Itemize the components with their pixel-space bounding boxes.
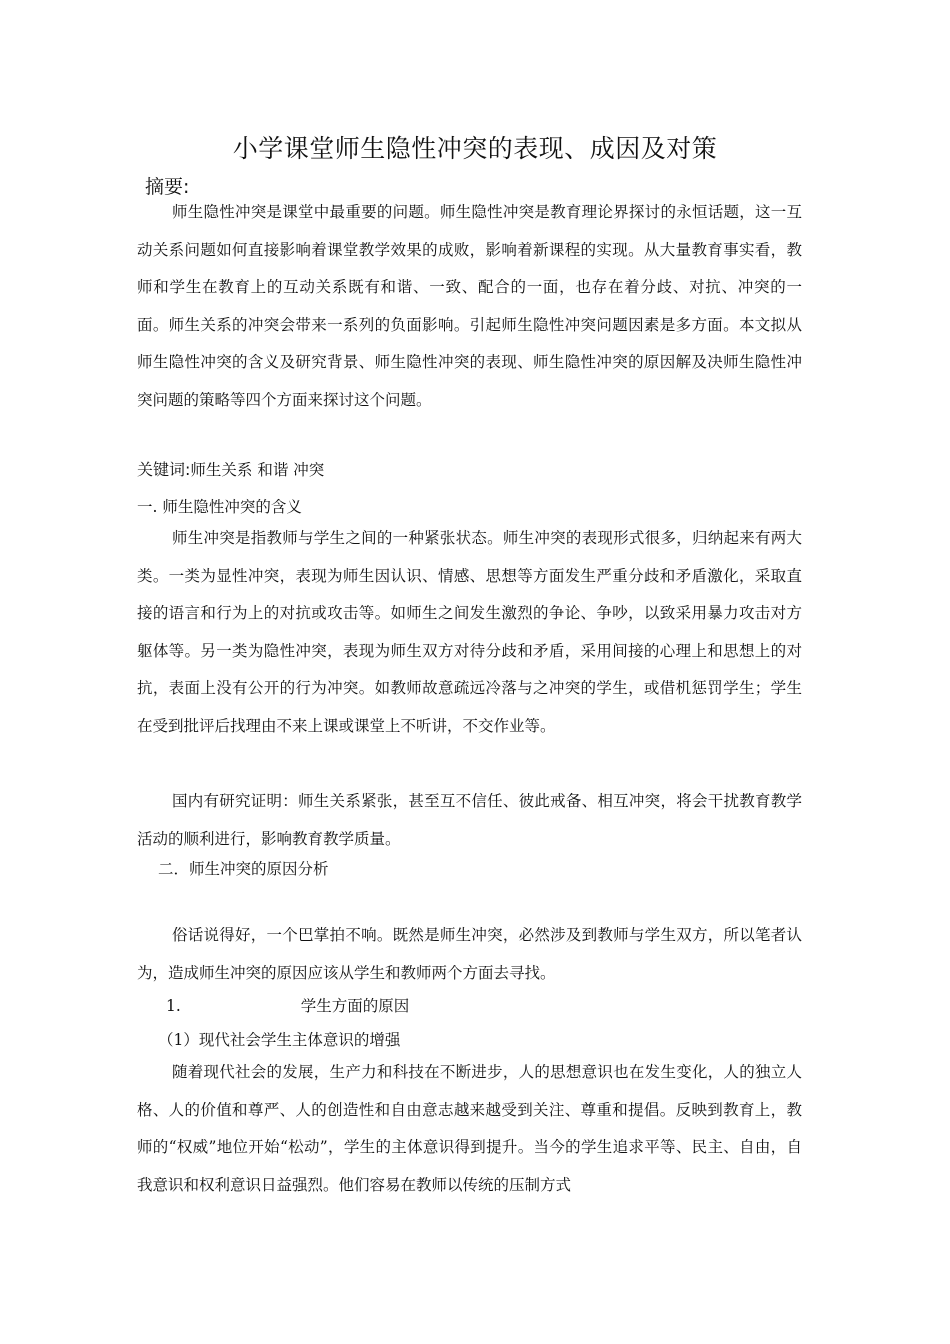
subsection1-heading (166, 992, 409, 1020)
document-title: 小学课堂师生隐性冲突的表现、成因及对策 (232, 134, 718, 163)
section1-heading: 一. 师生隐性冲突的含义 (137, 498, 302, 516)
section1-paragraph-1: 师生冲突是指教师与学生之间的一种紧张状态。师生冲突的表现形式很多，归纳起来有两大类。一类为显性冲突，表现为师生因认识、情感、思想等方面发生严重分歧和矛盾激化，采取直接的语言和行为上的对抗或攻击等。如师生之间发生激烈的争论、争吵，以致采用暴力攻击对方躯体等。另一类为隐性冲突，表现为师生双方对待分歧和矛盾，采用间接的心理上和思想上的对抗，表面上没有公开的行为冲突。如教师故意疏远冷落与之冲突的学生，或借机惩罚学生；学生在受到批评后找理由不来上课或课堂上不听讲，不交作业等。 (137, 529, 802, 735)
section2-heading: 二．师生冲突的原因分析 (158, 860, 329, 878)
subsection1-number: 1. (166, 997, 181, 1015)
subsection1-title: 学生方面的原因 (300, 997, 410, 1015)
subsubsection1-paragraph: 随着现代社会的发展，生产力和科技在不断进步，人的思想意识也在发生变化，人的独立人格、人的价值和尊严、人的创造性和自由意志越来越受到关注、尊重和提倡。反映到教育上，教师的“权威”地位开始“松动”，学生的主体意识得到提升。当今的学生追求平等、民主、自由，自我意识和权利意识日益强烈。他们容易在教师以传统的压制方式 (137, 1063, 802, 1194)
subsubsection1-heading: （1）现代社会学生主体意识的增强 (158, 1031, 401, 1049)
section2-paragraph-1: 俗话说得好，一个巴掌拍不响。既然是师生冲突，必然涉及到教师与学生双方，所以笔者认为，造成师生冲突的原因应该从学生和教师两个方面去寻找。 (137, 926, 802, 982)
abstract-heading: 摘要: (145, 176, 190, 198)
keywords-line (137, 456, 324, 484)
abstract-paragraph: 师生隐性冲突是课堂中最重要的问题。师生隐性冲突是教育理论界探讨的永恒话题，这一互动关系问题如何直接影响着课堂教学效果的成败，影响着新课程的实现。从大量教育事实看，教师和学生在教育上的互动关系既有和谐、一致、配合的一面，也存在着分歧、对抗、冲突的一面。师生关系的冲突会带来一系列的负面影响。引起师生隐性冲突问题因素是多方面。本文拟从师生隐性冲突的含义及研究背景、师生隐性冲突的表现、师生隐性冲突的原因解及决师生隐性冲突问题的策略等四个方面来探讨这个问题。 (137, 203, 802, 409)
keywords-label: 关键词: (137, 460, 191, 479)
section1-paragraph-2: 国内有研究证明：师生关系紧张，甚至互不信任、彼此戒备、相互冲突，将会干扰教育教学活动的顺利进行，影响教育教学质量。 (137, 792, 802, 848)
keywords-text: 师生关系 和谐 冲突 (190, 461, 325, 479)
